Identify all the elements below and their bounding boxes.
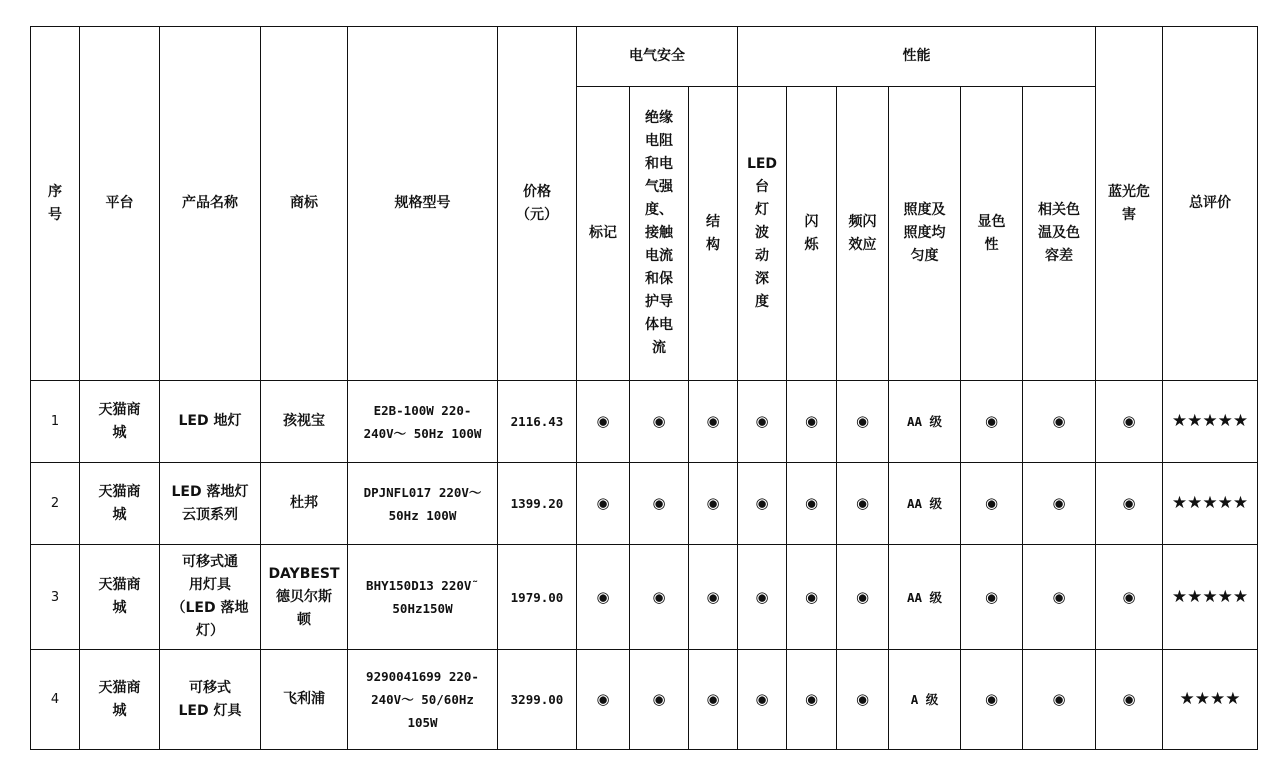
cell-model: 9290041699 220- 240V～ 50/60Hz 105W	[348, 650, 498, 750]
pass-icon: ◉	[577, 545, 630, 650]
cell-price: 1979.00	[498, 545, 577, 650]
cell-illuminance-grade: AA 级	[889, 545, 961, 650]
header-stroboscopic: 频闪 效应	[837, 87, 889, 381]
cell-seq: 4	[31, 650, 80, 750]
cell-model: DPJNFL017 220V～ 50Hz 100W	[348, 463, 498, 545]
pass-icon: ◉	[630, 381, 689, 463]
table-row	[31, 381, 1258, 463]
pass-icon: ◉	[689, 650, 738, 750]
pass-icon: ◉	[837, 545, 889, 650]
cell-illuminance-grade: AA 级	[889, 381, 961, 463]
table-row	[31, 545, 1258, 650]
cell-price: 3299.00	[498, 650, 577, 750]
pass-icon: ◉	[689, 463, 738, 545]
cell-illuminance-grade: AA 级	[889, 463, 961, 545]
cell-overall-stars: ★★★★★	[1163, 381, 1258, 463]
header-performance-group: 性能	[738, 27, 1096, 87]
header-insulation: 绝缘 电阻 和电 气强 度、 接触 电流 和保 护导 体电 流	[630, 87, 689, 381]
pass-icon: ◉	[787, 463, 837, 545]
pass-icon: ◉	[630, 650, 689, 750]
pass-icon: ◉	[787, 650, 837, 750]
cell-platform: 天猫商 城	[80, 381, 160, 463]
pass-icon: ◉	[961, 463, 1023, 545]
pass-icon: ◉	[577, 650, 630, 750]
pass-icon: ◉	[961, 381, 1023, 463]
pass-icon: ◉	[630, 463, 689, 545]
cell-illuminance-grade: A 级	[889, 650, 961, 750]
pass-icon: ◉	[738, 650, 787, 750]
header-illuminance: 照度及 照度均 匀度	[889, 87, 961, 381]
cell-price: 1399.20	[498, 463, 577, 545]
pass-icon: ◉	[837, 650, 889, 750]
comparison-table	[30, 26, 1258, 750]
cell-model: E2B-100W 220- 240V～ 50Hz 100W	[348, 381, 498, 463]
pass-icon: ◉	[787, 381, 837, 463]
pass-icon: ◉	[738, 381, 787, 463]
header-overall: 总评价	[1163, 27, 1258, 381]
pass-icon: ◉	[787, 545, 837, 650]
pass-icon: ◉	[738, 545, 787, 650]
cell-product: LED 落地灯 云顶系列	[160, 463, 261, 545]
cell-seq: 1	[31, 381, 80, 463]
pass-icon: ◉	[1096, 650, 1163, 750]
pass-icon: ◉	[738, 463, 787, 545]
pass-icon: ◉	[961, 650, 1023, 750]
pass-icon: ◉	[577, 381, 630, 463]
header-color-rendering: 显色 性	[961, 87, 1023, 381]
header-brand: 商标	[261, 27, 348, 381]
pass-icon: ◉	[1023, 650, 1096, 750]
cell-product: 可移式 LED 灯具	[160, 650, 261, 750]
cell-product: LED 地灯	[160, 381, 261, 463]
pass-icon: ◉	[630, 545, 689, 650]
pass-icon: ◉	[1023, 463, 1096, 545]
pass-icon: ◉	[961, 545, 1023, 650]
pass-icon: ◉	[837, 463, 889, 545]
pass-icon: ◉	[1096, 545, 1163, 650]
cell-platform: 天猫商 城	[80, 463, 160, 545]
header-price: 价格 （元）	[498, 27, 577, 381]
header-electrical-group: 电气安全	[577, 27, 738, 87]
header-blue-light: 蓝光危 害	[1096, 27, 1163, 381]
table-row	[31, 650, 1258, 750]
cell-brand: 孩视宝	[261, 381, 348, 463]
header-color-temperature: 相关色 温及色 容差	[1023, 87, 1096, 381]
pass-icon: ◉	[689, 545, 738, 650]
cell-platform: 天猫商 城	[80, 545, 160, 650]
header-fluctuation-depth: LED 台 灯 波 动 深 度	[738, 87, 787, 381]
cell-overall-stars: ★★★★	[1163, 650, 1258, 750]
header-flicker: 闪 烁	[787, 87, 837, 381]
cell-seq: 3	[31, 545, 80, 650]
pass-icon: ◉	[689, 381, 738, 463]
cell-seq: 2	[31, 463, 80, 545]
pass-icon: ◉	[577, 463, 630, 545]
pass-icon: ◉	[1096, 381, 1163, 463]
cell-brand: DAYBEST 德贝尔斯 顿	[261, 545, 348, 650]
header-platform: 平台	[80, 27, 160, 381]
pass-icon: ◉	[837, 381, 889, 463]
table-row	[31, 463, 1258, 545]
cell-overall-stars: ★★★★★	[1163, 463, 1258, 545]
cell-product: 可移式通 用灯具 （LED 落地 灯）	[160, 545, 261, 650]
header-model: 规格型号	[348, 27, 498, 381]
header-product: 产品名称	[160, 27, 261, 381]
header-marking: 标记	[577, 87, 630, 381]
pass-icon: ◉	[1023, 545, 1096, 650]
cell-price: 2116.43	[498, 381, 577, 463]
cell-brand: 飞利浦	[261, 650, 348, 750]
cell-overall-stars: ★★★★★	[1163, 545, 1258, 650]
pass-icon: ◉	[1023, 381, 1096, 463]
header-seq: 序 号	[31, 27, 80, 381]
cell-platform: 天猫商 城	[80, 650, 160, 750]
pass-icon: ◉	[1096, 463, 1163, 545]
header-structure: 结 构	[689, 87, 738, 381]
cell-brand: 杜邦	[261, 463, 348, 545]
cell-model: BHY150D13 220V˜ 50Hz150W	[348, 545, 498, 650]
